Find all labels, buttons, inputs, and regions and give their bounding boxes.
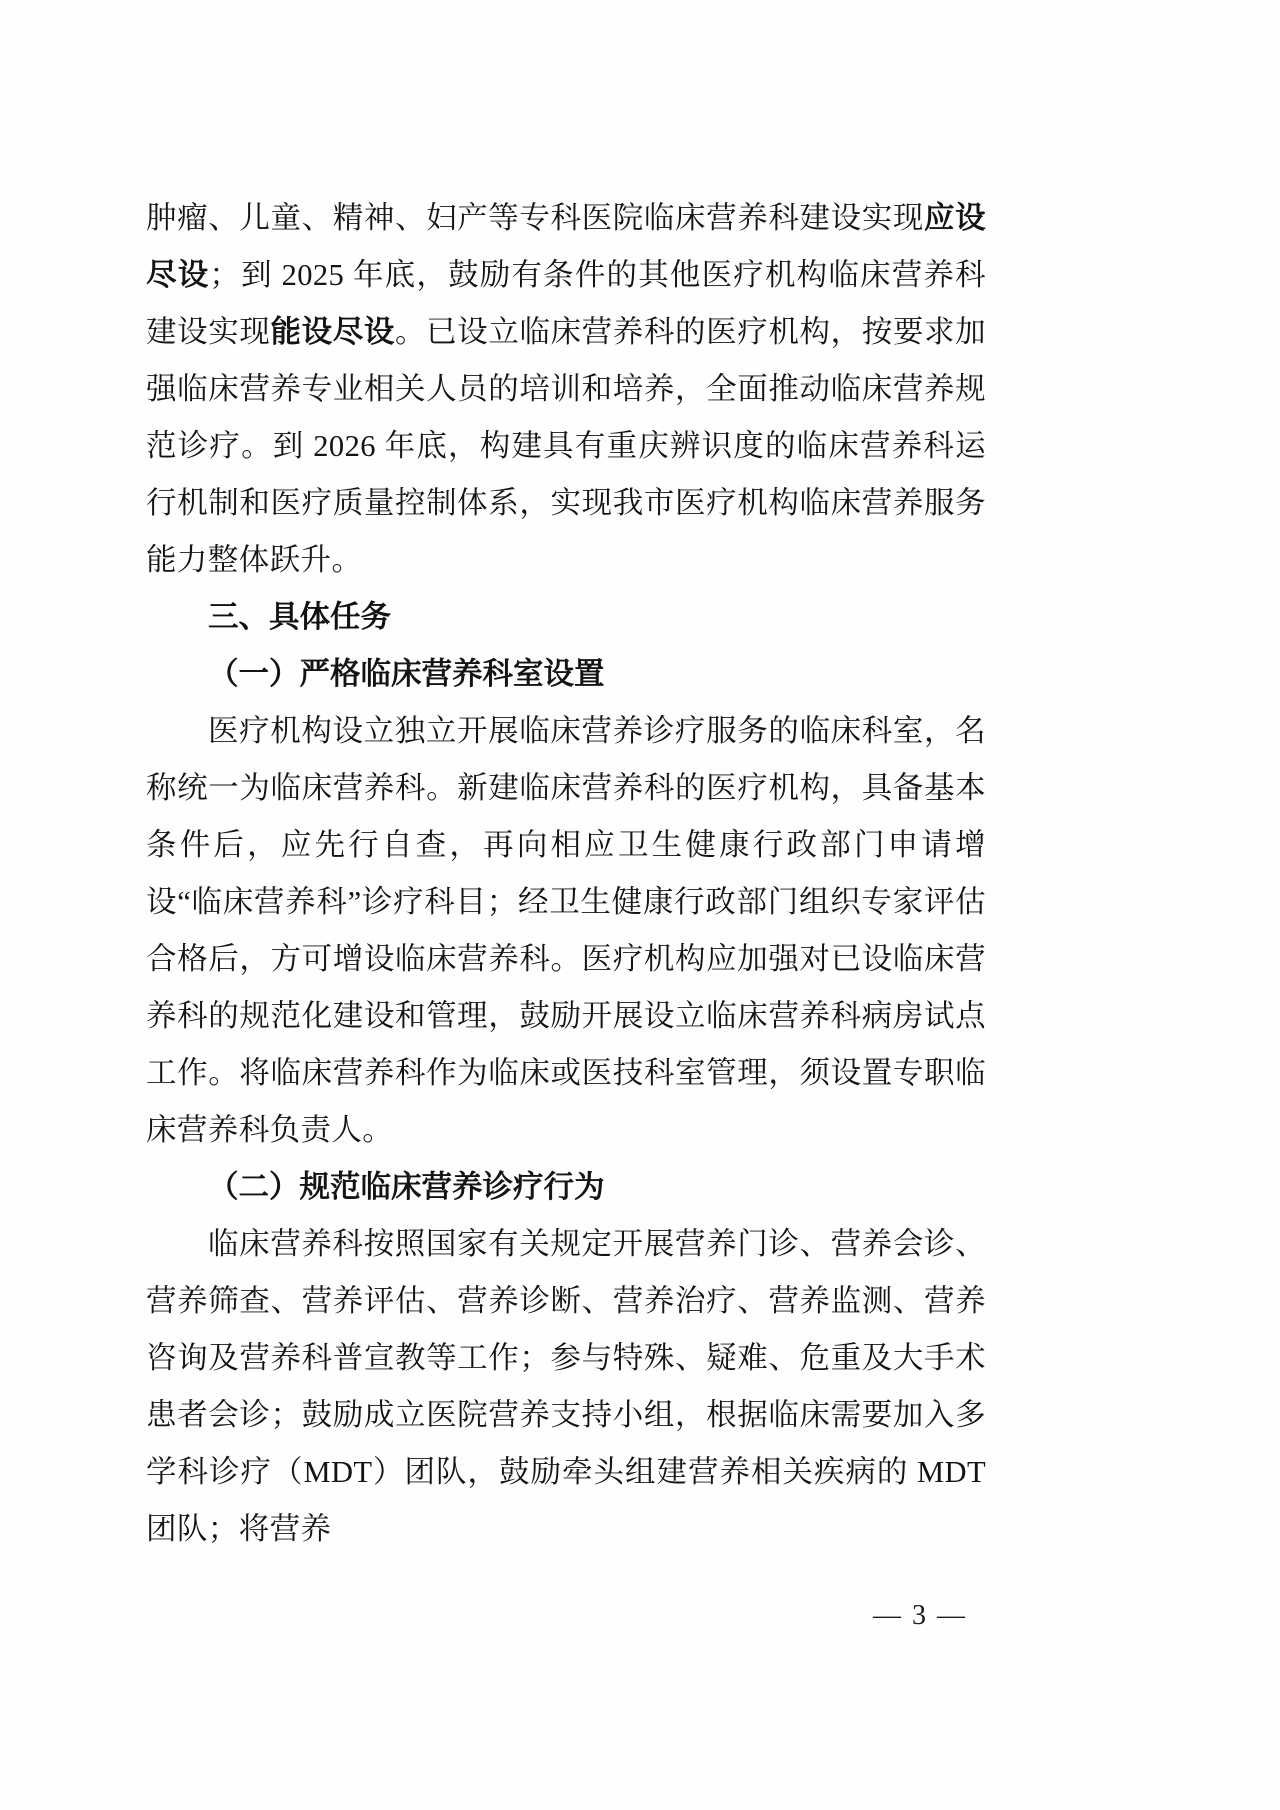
emphasis-text: 应设尽设 bbox=[146, 201, 986, 292]
subsection-heading-practice: （二）规范临床营养诊疗行为 bbox=[208, 1170, 605, 1204]
paragraph-practice: 临床营养科按照国家有关规定开展营养门诊、营养会诊、营养筛查、营养评估、营养诊断、营养治疗、营养监测、营养咨询及营养科普宣教等工作；参与特殊、疑难、危重及大手术患者会诊；鼓励成立医院营养支持小组，根据临床需要加入多学科诊疗（MDT）团队，鼓励牵头组建营养相关疾病的 MDT 团队；将营养 bbox=[146, 1227, 986, 1546]
section-heading-tasks: 三、具体任务 bbox=[208, 600, 391, 634]
subsection-heading-setup: （一）严格临床营养科室设置 bbox=[208, 657, 605, 691]
paragraph-text-1: 肿瘤、儿童、精神、妇产等专科医院临床营养科建设实现应设尽设；到 2025 年底，鼓励有条件的其他医疗机构临床营养科建设实现能设尽设。已设立临床营养科的医疗机构，按要求加强临床营养专业相关人员的培训和培养，全面推动临床营养规范诊疗。到 2026 年底，构建具有重庆辨识度的临床营养科运行机制和医疗质量控制体系，实现我市医疗机构临床营养服务能力整体跃升。 bbox=[146, 201, 986, 577]
emphasis-text: 能设尽设 bbox=[270, 315, 395, 349]
paragraph-setup: 医疗机构设立独立开展临床营养诊疗服务的临床科室，名称统一为临床营养科。新建临床营养科的医疗机构，具备基本条件后，应先行自查，再向相应卫生健康行政部门申请增设“临床营养科”诊疗科目；经卫生健康行政部门组织专家评估合格后，方可增设临床营养科。医疗机构应加强对已设临床营养科的规范化建设和管理，鼓励开展设立临床营养科病房试点工作。将临床营养科作为临床或医技科室管理，须设置专职临床营养科负责人。 bbox=[146, 714, 986, 1147]
page-number-text: — 3 — bbox=[873, 1600, 967, 1631]
page-number bbox=[0, 1600, 1280, 1632]
paragraph-intro bbox=[146, 190, 986, 589]
document-body bbox=[146, 190, 986, 1558]
